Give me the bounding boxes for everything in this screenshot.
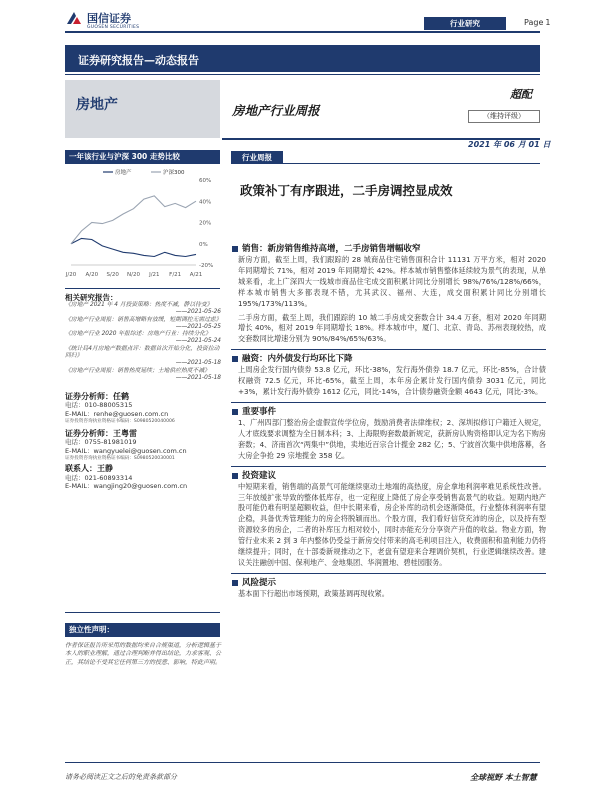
phone-label: 电话： xyxy=(65,401,85,410)
analyst-email[interactable]: renhe@guosen.com.cn xyxy=(93,409,169,418)
related-report-date: ——2021-05-26 xyxy=(175,309,221,316)
x-tick-label: N/20 xyxy=(127,272,140,278)
paragraph: 基本面下行超出市场预期，政策基调再现收紧。 xyxy=(238,588,389,598)
related-reports-heading: 相关研究报告： xyxy=(65,293,118,302)
section-events xyxy=(231,406,546,462)
bullet-square-icon xyxy=(232,473,238,479)
report-title: 房地产行业周报 xyxy=(232,103,320,118)
paragraph: 1、广州四部门整治房企虚假宣传学位房，鼓励消费者法律维权；2、深圳拟修订户籍迁入规定，人才底线要求调整为全日制本科；3、上海限购套数最新规定，获新房认购资格即认定为名下购房套数；4、济南首次“两集中”供地，卖地近百宗合计揽金 282 亿；5、宁波首次集中供地落幕，各大房企争抢 29 宗地揽金 358 亿。 xyxy=(238,417,547,460)
analyst-contacts xyxy=(65,393,225,490)
paragraph: 新房方面，截至上周，我们跟踪的 28 城商品住宅销售面积合计 11131 万平方米，相对 2020 年同期增长 71%，相对 2019 年同期增长 42%。样本城市销售整体延续较为景气的表现，从单城来看，北上广深四大一线城市商品住宅成交面积累计同比分别增长 98%/76%/128%/66%，样本城市销售大多都表现不错，尤其武汉、福州、大连，成交面积累计同比分别增长 195%/173%/113%。 xyxy=(238,255,546,308)
section-financing xyxy=(231,353,546,398)
analyst-phone: 010-88005315 xyxy=(84,401,133,410)
analyst-role: 证券分析师： xyxy=(65,392,113,401)
email-label: E-MAIL： xyxy=(65,481,94,490)
footer-divider xyxy=(65,762,540,763)
contact-name: 王静 xyxy=(97,464,113,474)
section-title xyxy=(231,470,546,482)
industry-label: 房地产 xyxy=(76,97,118,113)
related-report-date: ——2021-05-25 xyxy=(175,323,221,330)
banner-divider xyxy=(65,74,540,75)
paragraph: 中短期来看，销售端的高景气可能继续驱动土地端的高热度，房企拿地利润率难见系统性改善。三年放缓扩张导致的整体低库存，也一定程度上降低了房企享受销售高景气的收益。短期内地产股可能仍难有明显超额收益，但中长期来看，房企补库的动机会逐渐降低，行业整体利润率有望企稳，具备优秀管理能力的房企将脱颖而出。个股方面，我们看好信贷充沛的房企，以及持有型资源较多的房企，二者的补库压力相对较小，同时亦能充分分享资产升值的收益。物业方面，物管行业未来 2 到 3 年内整体仍受益于新房交付带来的高毛利项目注入，收费面积和盈利能力仍将继续提升；同时，在十部委新规推动之下，老盘有望迎来合理调价契机，行业逻辑继续改善。建议关注融创中国、保利地产、金地集团、华润置地、碧桂园服务。 xyxy=(238,481,546,567)
phone-label: 电话： xyxy=(65,473,85,482)
section-title xyxy=(231,243,546,255)
series-line-1 xyxy=(71,238,196,256)
analyst-2 xyxy=(65,430,225,463)
related-report-title[interactable]: 《房地产行业周报：销售热度延续；土地供应热度不减》 xyxy=(65,367,210,374)
logo-name-en: GUOSEN SECURITIES xyxy=(87,25,140,30)
related-report-title[interactable]: 《房地产 2021 年 4 月投资策略：热度不减，静以待变》 xyxy=(65,302,213,308)
x-tick-label: A/21 xyxy=(189,272,203,278)
contact-person xyxy=(65,465,225,490)
section-rule xyxy=(231,402,546,403)
footer-slogan: 全球视野 本土智慧 xyxy=(470,772,537,782)
x-tick-label: S/20 xyxy=(106,272,119,278)
sidebar-divider xyxy=(65,612,220,613)
disclaimer-text: 作者保证报告所采用的数据均来自合规渠道，分析逻辑基于本人的职业理解，通过合理判断并得出结论，力求客观、公正，其结论不受其它任何第三方的授意、影响，特此声明。 xyxy=(65,642,222,666)
y-tick-label: 20% xyxy=(199,220,212,227)
analyst-phone: 0755-81981019 xyxy=(84,438,137,447)
section-rule xyxy=(231,349,546,350)
related-report-title[interactable]: 《房地产行业周报：销售高增略有放缓，短期调控无需过虑》 xyxy=(65,316,222,323)
y-tick-label: 40% xyxy=(199,199,212,206)
analyst-name: 王粤雷 xyxy=(113,429,137,439)
analyst-1 xyxy=(65,393,225,426)
section-risk xyxy=(231,577,546,600)
x-tick-label: J/21 xyxy=(149,272,160,278)
analyst-email[interactable]: wangyuelei@guosen.com.cn xyxy=(93,446,187,455)
main-content xyxy=(231,240,546,603)
section-rule xyxy=(231,573,546,574)
section-divider xyxy=(231,163,540,164)
analyst-cert: S0980520040006 xyxy=(133,418,175,424)
logo-mark-icon xyxy=(65,10,83,28)
analyst-role: 证券分析师： xyxy=(65,429,113,439)
contact-role: 联系人： xyxy=(65,464,97,474)
y-tick-label: 60% xyxy=(199,178,212,184)
section-tab: 行业周报 xyxy=(231,151,283,164)
header-divider xyxy=(65,31,540,33)
series-line-2 xyxy=(71,196,196,244)
section-title xyxy=(231,406,546,418)
paragraph: 二手房方面，截至上周，我们跟踪的 10 城二手房成交套数合计 34.4 万套，相对 2020 年同期增长 40%，相对 2019 年同期增长 18%。样本城市中，厦门、北京、青岛、苏州表现较热，成交套数同比增速分别为 90%/84%/65%/63%。 xyxy=(238,312,546,344)
section-sales xyxy=(231,243,546,345)
footer-disclaimer: 请务必阅读正文之后的免责条款部分 xyxy=(65,773,177,781)
bullet-square-icon xyxy=(232,246,238,252)
email-label: E-MAIL： xyxy=(65,446,94,455)
related-report-date: ——2021-05-18 xyxy=(175,360,221,367)
section-title-text: 销售：新房销售维持高增，二手房销售增幅收窄 xyxy=(242,244,421,254)
disclaimer-heading: 独立性声明： xyxy=(65,623,220,637)
x-tick-label: A/20 xyxy=(85,272,99,278)
analyst-name: 任鹤 xyxy=(113,392,129,401)
legend-label: 房地产 xyxy=(115,170,132,176)
report-date: 2021 年 06 月 01 日 xyxy=(468,140,551,149)
cert-label: 证券投资咨询执业资格证书编码： xyxy=(65,418,134,424)
section-title-text: 投资建议 xyxy=(242,470,277,481)
related-report-date: ——2021-05-24 xyxy=(175,338,221,345)
y-tick-label: 0% xyxy=(199,241,208,248)
section-title-text: 融资：内外债发行均环比下降 xyxy=(242,354,353,365)
page-indicator xyxy=(522,18,550,27)
related-report-title[interactable]: 《房地产行业 2020 年报综述：房地产行业：持续分化》 xyxy=(65,331,211,338)
sidebar-divider xyxy=(65,288,220,289)
contact-email[interactable]: wangjing20@guosen.com.cn xyxy=(93,481,188,490)
bullet-square-icon xyxy=(232,356,238,362)
section-title-text: 重要事件 xyxy=(242,406,277,417)
rating-note: （维持评级） xyxy=(468,110,540,123)
banner-title: 证券研究报告—动态报告 xyxy=(78,54,199,67)
related-reports-list xyxy=(65,302,225,382)
bullet-square-icon xyxy=(232,580,238,586)
x-tick-label: F/21 xyxy=(169,272,182,278)
cert-label: 证券投资咨询执业资格证书编码： xyxy=(65,456,134,462)
contact-phone: 021-60893314 xyxy=(84,473,133,482)
section-rule xyxy=(231,466,546,467)
email-label: E-MAIL： xyxy=(65,409,94,418)
phone-label: 电话： xyxy=(65,438,85,447)
section-title xyxy=(231,353,546,365)
headline: 政策补丁有序跟进，二手房调控显成效 xyxy=(240,183,453,198)
logo-name-cn: 国信证券 xyxy=(87,12,131,25)
chart-heading: 一年该行业与沪深 300 走势比较 xyxy=(65,150,220,164)
section-title-text: 风险提示 xyxy=(242,577,277,588)
page-number: 1 xyxy=(545,18,551,27)
x-tick-label: J/20 xyxy=(65,272,77,278)
section-title xyxy=(231,577,546,589)
bullet-square-icon xyxy=(232,409,238,415)
legend-label: 沪深300 xyxy=(163,170,185,176)
rating-label: 超配 xyxy=(510,88,532,101)
paragraph: 上周房企发行国内债券 53.8 亿元，环比-38%，发行海外债券 18.7 亿元，环比-85%，合计债权融资 72.5 亿元，环比-65%，截至上周，本年房企累计发行国内债券 3031 亿元，同比+3%，累计发行海外债券 1612 亿元，同比-14%，合计债券融资金额 4643 亿元，同比-3%。 xyxy=(238,365,546,397)
y-tick-label: -20% xyxy=(199,263,214,269)
analyst-cert: S0980520030001 xyxy=(133,456,175,462)
related-report-title[interactable]: 《统计局4月房地产数据点评：数据首次开始分化，投资拉动回归》 xyxy=(65,345,220,360)
company-logo xyxy=(65,8,160,40)
related-report-date: ——2021-05-18 xyxy=(175,374,221,381)
page-label: Page xyxy=(524,18,544,27)
report-type-tag: 行业研究 xyxy=(424,17,506,30)
section-investment-advice xyxy=(231,470,546,569)
trend-chart xyxy=(65,166,220,281)
